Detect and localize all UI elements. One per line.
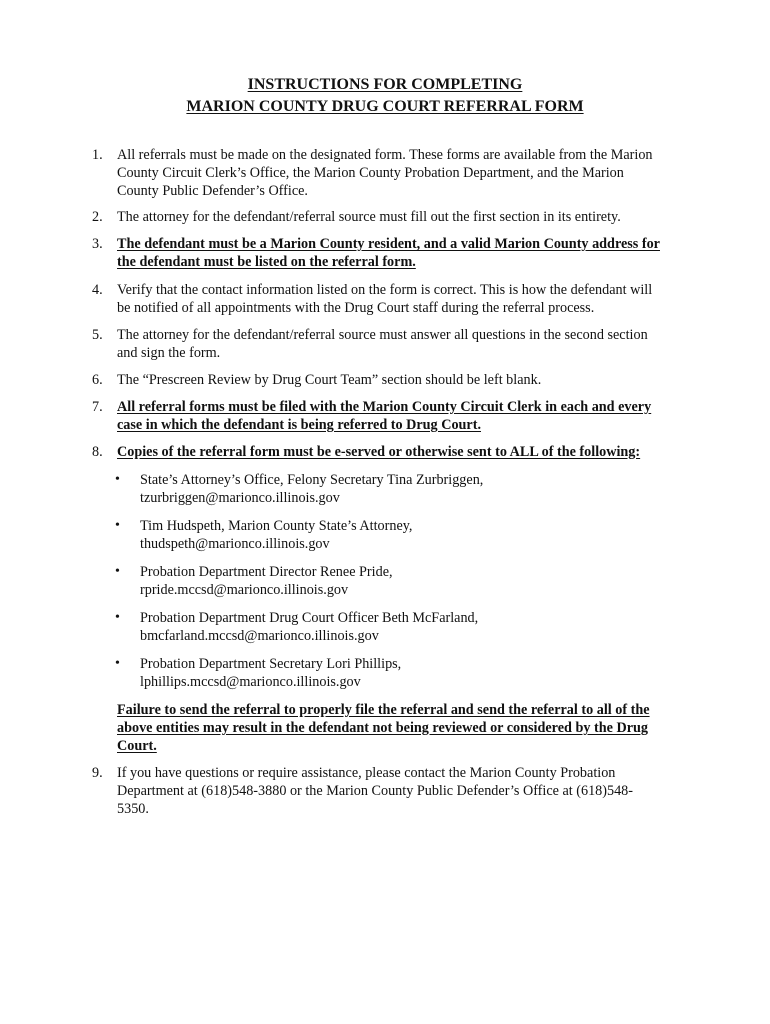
item-text-line: The attorney for the defendant/referral source must fill out the first section in its entirety. — [117, 209, 621, 225]
item-text-line: The “Prescreen Review by Drug Court Team” section should be left blank. — [117, 372, 542, 388]
item-text-line: All referral forms must be filed with the Marion County Circuit Clerk in each and every — [117, 399, 652, 415]
item-text-line: Verify that the contact information listed on the form is correct. This is how the defendant will — [117, 282, 653, 298]
recipient-text — [140, 517, 700, 553]
recipient-text — [140, 609, 700, 645]
item-number: 4. — [92, 282, 103, 298]
recipient-email: rpride.mccsd@marionco.illinois.gov — [140, 582, 349, 598]
item-number: 3. — [92, 236, 103, 252]
bullet-icon: • — [115, 610, 120, 625]
recipient-name: Tim Hudspeth, Marion County State’s Attorney, — [140, 518, 413, 534]
recipient-name: State’s Attorney’s Office, Felony Secretary Tina Zurbriggen, — [140, 472, 484, 488]
warning-line: Court. — [117, 738, 157, 754]
item-text — [117, 371, 702, 389]
document-title-line-2: MARION COUNTY DRUG COURT REFERRAL FORM — [186, 98, 584, 115]
recipient-name: Probation Department Secretary Lori Phillips, — [140, 656, 402, 672]
item-text-line: 5350. — [117, 801, 149, 817]
item-text-line: If you have questions or require assistance, please contact the Marion County Probation — [117, 765, 616, 781]
item-text-emphasized — [117, 398, 702, 434]
item-text-line: the defendant must be listed on the referral form. — [117, 254, 416, 270]
item-text-line: County Public Defender’s Office. — [117, 183, 308, 199]
item-text — [117, 146, 702, 200]
item-number: 9. — [92, 765, 103, 781]
recipient-text — [140, 471, 700, 507]
item-number: 7. — [92, 399, 103, 415]
recipient-email: lphillips.mccsd@marionco.illinois.gov — [140, 674, 361, 690]
recipient-text — [140, 563, 700, 599]
item-text-line: The attorney for the defendant/referral source must answer all questions in the second section — [117, 327, 648, 343]
item-number: 1. — [92, 147, 103, 163]
item-number: 2. — [92, 209, 103, 225]
item-text-line: Department at (618)548-3880 or the Marion County Public Defender’s Office at (618)548- — [117, 783, 634, 799]
item-text — [117, 281, 702, 317]
item-text — [117, 764, 702, 818]
document-title-line-1: INSTRUCTIONS FOR COMPLETING — [247, 76, 523, 93]
warning-line: Failure to send the referral to properly file the referral and send the referral to all of the — [117, 702, 650, 718]
bullet-icon: • — [115, 656, 120, 671]
item-number: 5. — [92, 327, 103, 343]
bullet-icon: • — [115, 564, 120, 579]
item-text-line: The defendant must be a Marion County resident, and a valid Marion County address for — [117, 236, 660, 252]
item-text-line: case in which the defendant is being referred to Drug Court. — [117, 417, 481, 433]
failure-warning — [117, 701, 707, 755]
item-text-line: County Circuit Clerk’s Office, the Marion County Probation Department, and the Marion — [117, 165, 624, 181]
recipient-name: Probation Department Director Renee Pride, — [140, 564, 393, 580]
item-text-line: Copies of the referral form must be e-served or otherwise sent to ALL of the following: — [117, 444, 641, 460]
item-text — [117, 326, 702, 362]
recipient-email: thudspeth@marionco.illinois.gov — [140, 536, 330, 552]
item-text-emphasized — [117, 235, 702, 271]
warning-line: above entities may result in the defendant not being reviewed or considered by the Drug — [117, 720, 648, 736]
recipient-name: Probation Department Drug Court Officer Beth McFarland, — [140, 610, 479, 626]
item-text-line: be notified of all appointments with the Drug Court staff during the referral process. — [117, 300, 595, 316]
recipient-email: tzurbriggen@marionco.illinois.gov — [140, 490, 340, 506]
item-text-line: and sign the form. — [117, 345, 221, 361]
item-text-line: All referrals must be made on the designated form. These forms are available from the Marion — [117, 147, 653, 163]
recipient-email: bmcfarland.mccsd@marionco.illinois.gov — [140, 628, 379, 644]
bullet-icon: • — [115, 472, 120, 487]
bullet-icon: • — [115, 518, 120, 533]
item-text-emphasized — [117, 443, 702, 461]
recipient-text — [140, 655, 700, 691]
item-number: 6. — [92, 372, 103, 388]
item-text — [117, 208, 702, 226]
item-number: 8. — [92, 444, 103, 460]
